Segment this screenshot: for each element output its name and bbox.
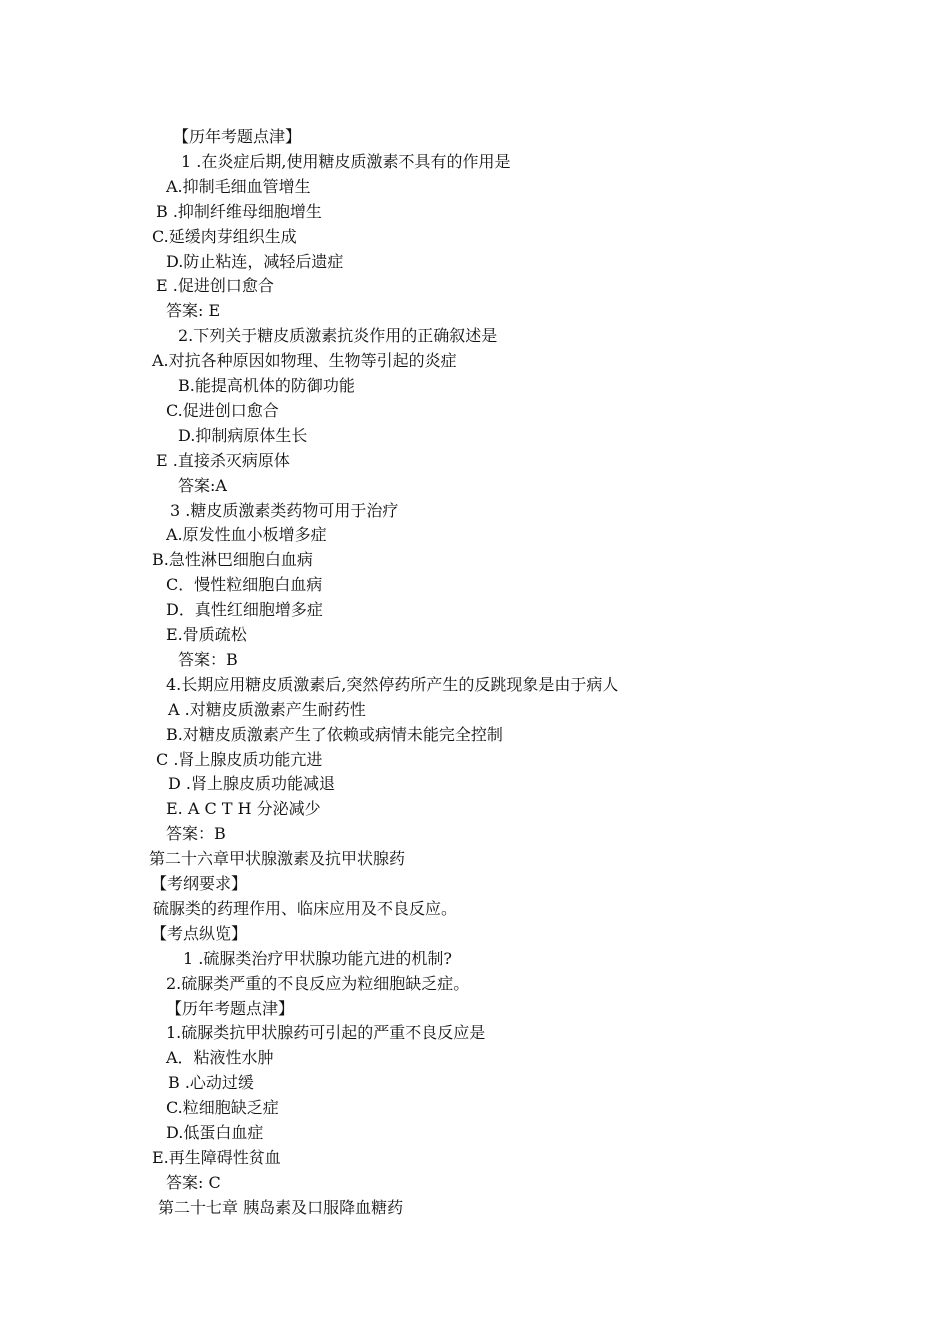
text-line: C.促进创口愈合 bbox=[166, 401, 279, 420]
text-line: A.抑制毛细血管增生 bbox=[166, 177, 311, 196]
text-line: D.防止粘连，减轻后遗症 bbox=[166, 252, 344, 271]
text-line: 【考纲要求】 bbox=[151, 874, 248, 893]
text-line: A.原发性血小板增多症 bbox=[166, 525, 327, 544]
text-line: 第二十六章甲状腺激素及抗甲状腺药 bbox=[149, 849, 406, 868]
text-line: 【考点纵览】 bbox=[151, 924, 248, 943]
text-line: B .心动过缓 bbox=[168, 1073, 254, 1092]
text-line: E .直接杀灭病原体 bbox=[156, 451, 290, 470]
text-line: E .促进创口愈合 bbox=[156, 276, 274, 295]
text-line: 答案：B bbox=[178, 650, 238, 669]
text-line: 2.硫脲类严重的不良反应为粒细胞缺乏症。 bbox=[166, 974, 470, 993]
text-line: 1.硫脲类抗甲状腺药可引起的严重不良反应是 bbox=[166, 1023, 486, 1042]
text-line: A．粘液性水肿 bbox=[166, 1048, 274, 1067]
text-line: 答案:A bbox=[178, 476, 227, 495]
text-line: C.延缓肉芽组织生成 bbox=[152, 227, 297, 246]
text-line: 硫脲类的药理作用、临床应用及不良反应。 bbox=[153, 899, 458, 918]
text-line: D .肾上腺皮质功能减退 bbox=[168, 774, 336, 793]
text-line: E.骨质疏松 bbox=[166, 625, 247, 644]
text-line: A .对糖皮质激素产生耐药性 bbox=[168, 700, 366, 719]
text-line: E.再生障碍性贫血 bbox=[152, 1148, 281, 1167]
text-line: 【历年考题点津】 bbox=[173, 127, 302, 146]
text-line: 答案: C bbox=[166, 1173, 221, 1192]
text-line: 答案：B bbox=[166, 824, 226, 843]
text-line: 第二十七章 胰岛素及口服降血糖药 bbox=[158, 1198, 404, 1217]
text-line: 1 .在炎症后期,使用糖皮质激素不具有的作用是 bbox=[181, 152, 511, 171]
text-line: B.急性淋巴细胞白血病 bbox=[152, 550, 313, 569]
text-line: 2.下列关于糖皮质激素抗炎作用的正确叙述是 bbox=[178, 326, 498, 345]
text-line: 1 .硫脲类治疗甲状腺功能亢进的机制? bbox=[183, 949, 452, 968]
text-line: 答案: E bbox=[166, 301, 221, 320]
text-line: D.低蛋白血症 bbox=[166, 1123, 264, 1142]
text-line: C.粒细胞缺乏症 bbox=[166, 1098, 279, 1117]
text-line: C .肾上腺皮质功能亢进 bbox=[156, 750, 323, 769]
text-line: E. A C T H 分泌减少 bbox=[166, 799, 321, 818]
text-line: D．真性红细胞增多症 bbox=[166, 600, 323, 619]
text-line: B.能提高机体的防御功能 bbox=[178, 376, 355, 395]
text-line: 【历年考题点津】 bbox=[166, 999, 295, 1018]
text-line: 3 .糖皮质激素类药物可用于治疗 bbox=[170, 501, 399, 520]
text-line: 4.长期应用糖皮质激素后,突然停药所产生的反跳现象是由于病人 bbox=[166, 675, 619, 694]
text-line: B .抑制纤维母细胞增生 bbox=[156, 202, 322, 221]
text-line: B.对糖皮质激素产生了依赖或病情未能完全控制 bbox=[166, 725, 503, 744]
text-line: C．慢性粒细胞白血病 bbox=[166, 575, 323, 594]
text-line: A.对抗各种原因如物理、生物等引起的炎症 bbox=[152, 351, 457, 370]
text-line: D.抑制病原体生长 bbox=[178, 426, 308, 445]
